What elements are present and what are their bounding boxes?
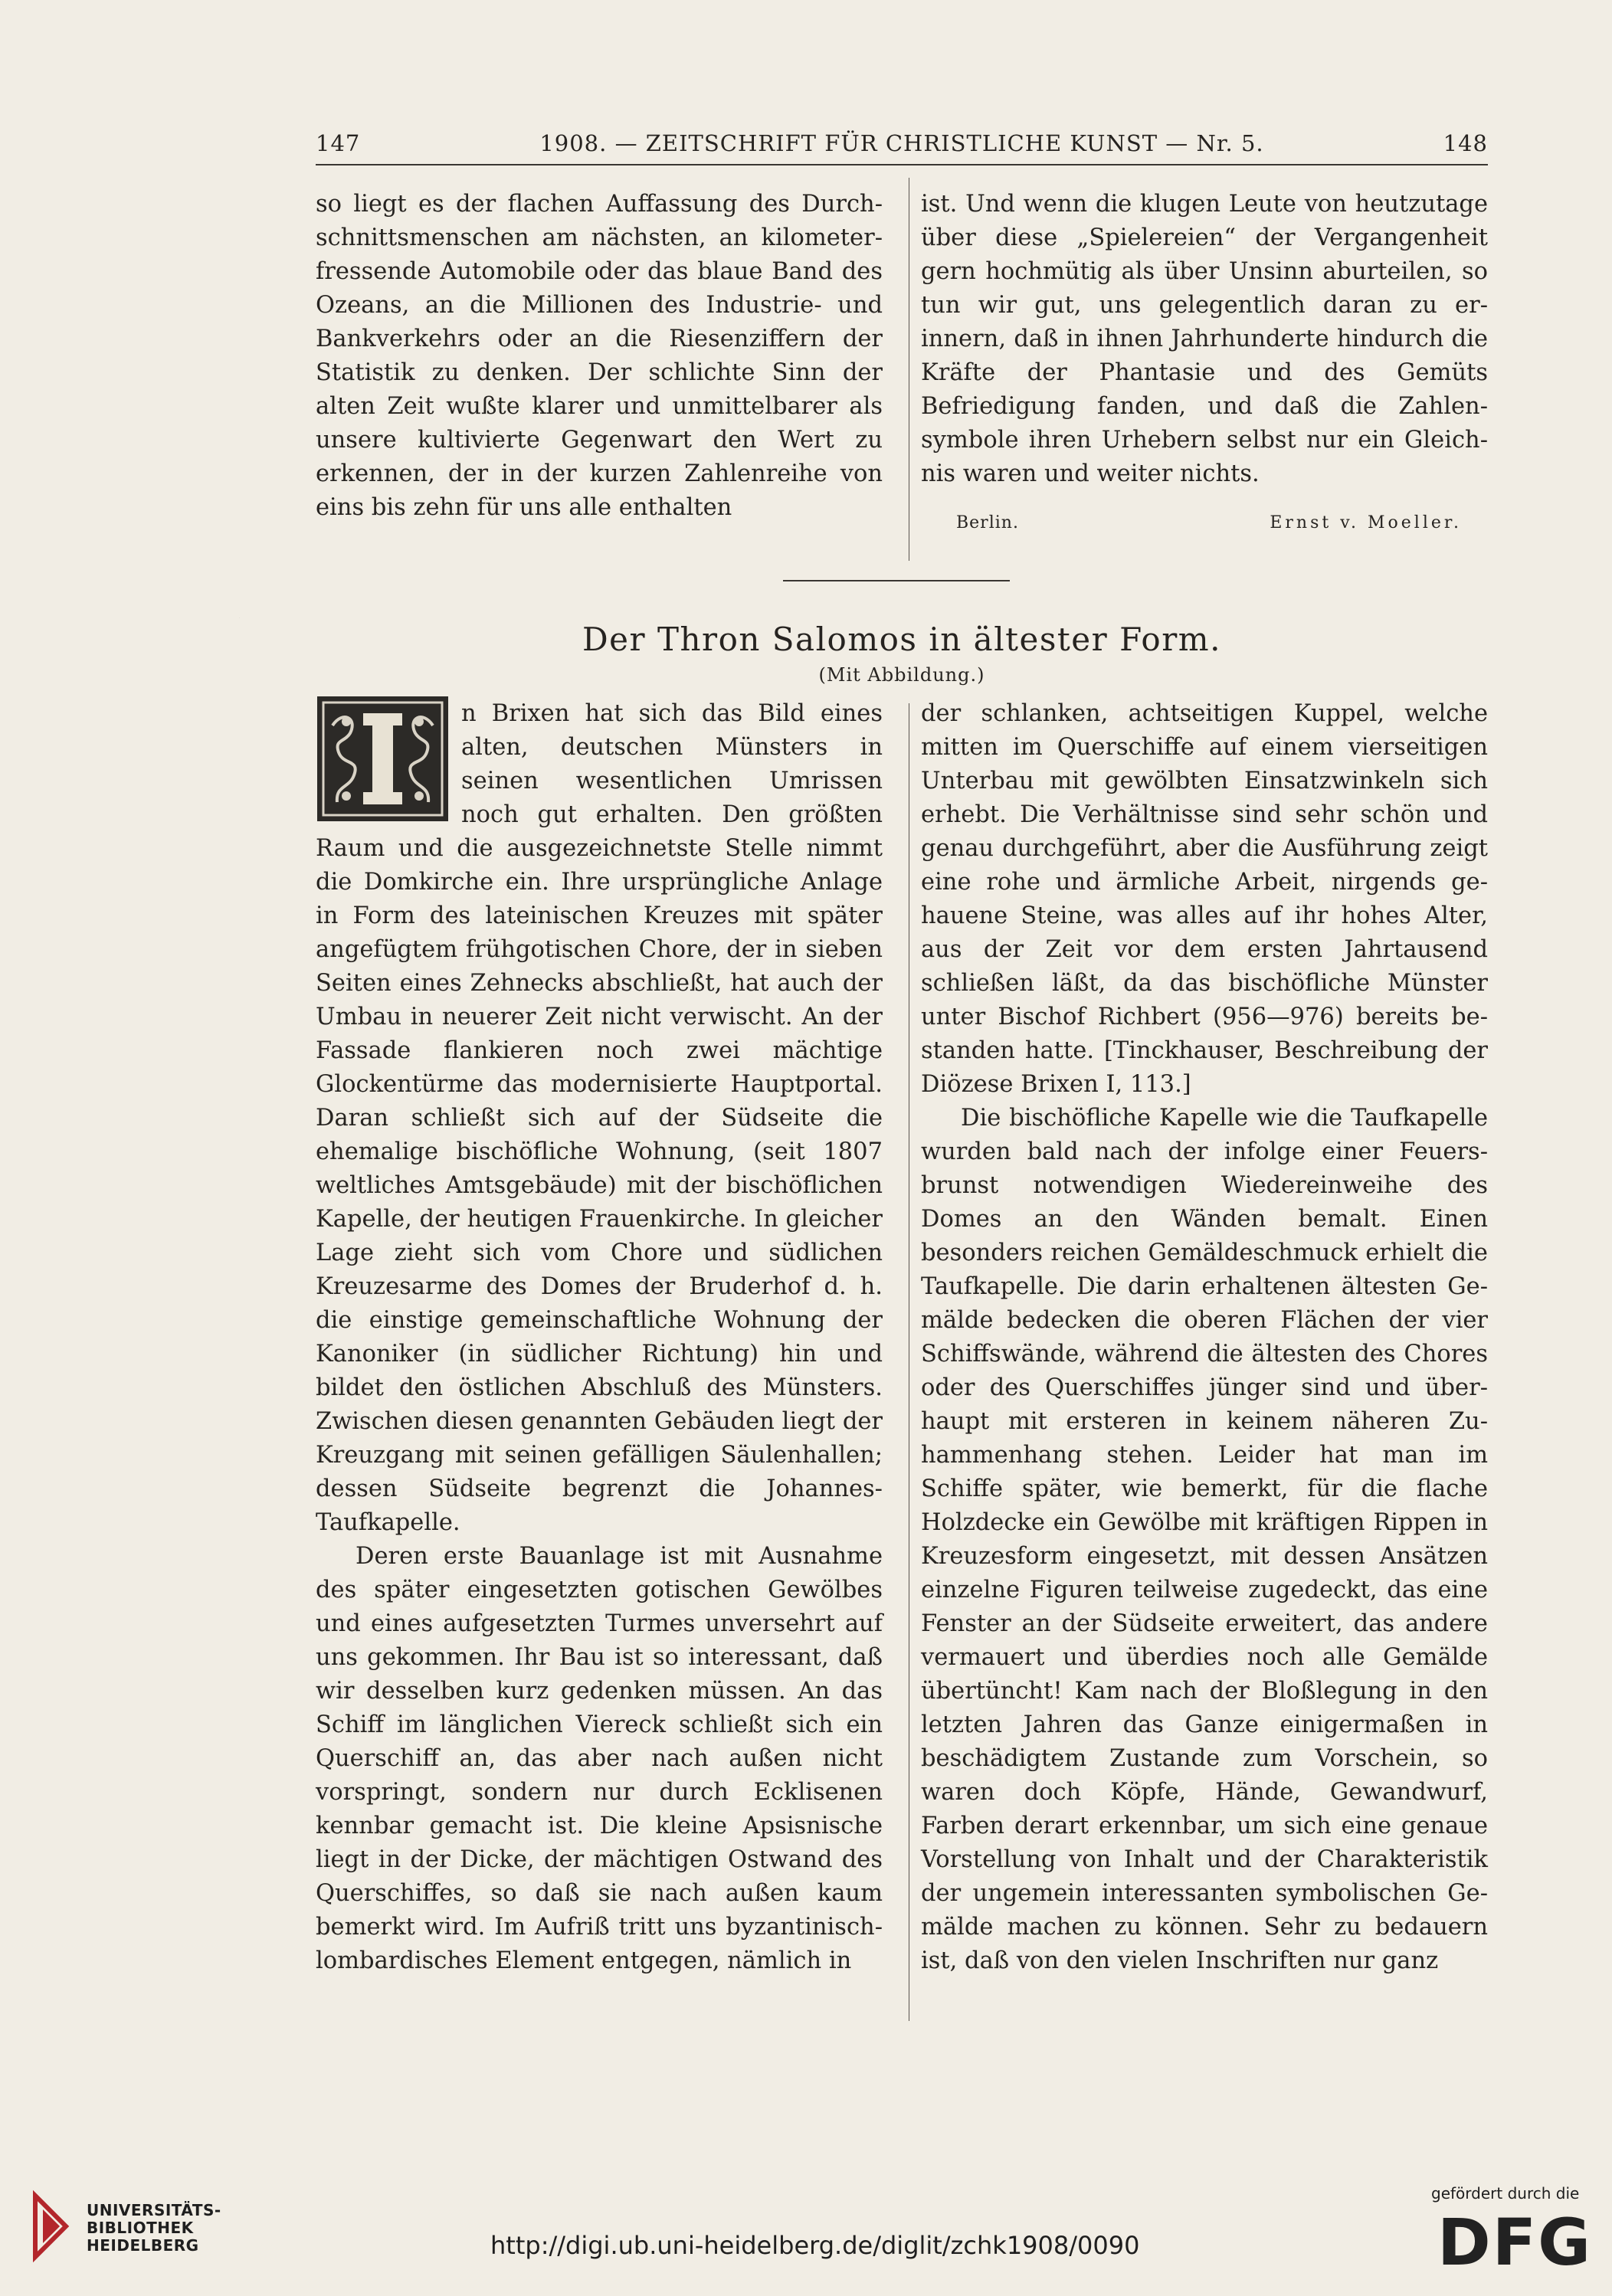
dropcap-spacer	[316, 697, 461, 832]
article-paragraph-3: der schlanken, achtseitigen Kuppel, welche mitten im Querschiffe auf einem vierseitigen Unterbau mit gewölbten Einsatzwinkeln sich erhebt. Die Verhältnisse sind sehr schön und genau durchgeführt, aber die Ausführung zeigt eine rohe und ärmliche Arbeit, nirgends gehauene Steine, was alles auf ihr hohes Alter, aus der Zeit vor dem ersten Jahrtausend schließen läßt, da das bischöfliche Münster unter Bischof Richbert (956—976) bereits bestanden hatte. [Tinckhauser, Beschreibung der Diözese Brixen I, 113.]	[921, 700, 1488, 1098]
institution-line-3: HEIDELBERG	[87, 2236, 199, 2255]
signature-author: Ernst v. Moeller.	[1270, 513, 1462, 532]
article-divider	[783, 580, 1010, 581]
journal-title: 1908. — ZEITSCHRIFT FÜR CHRISTLICHE KUNST — Nr. 5.	[539, 130, 1264, 156]
university-library-logo	[32, 2190, 72, 2266]
article-left-column	[316, 697, 883, 1978]
article-subtitle: (Mit Abbildung.)	[818, 664, 985, 686]
prev-article-right-column	[921, 188, 1488, 491]
permalink-url[interactable]: http://digi.ub.uni-heidelberg.de/diglit/zchk1908/0090	[490, 2231, 1140, 2260]
institution-line-2: BIBLIOTHEK	[87, 2219, 194, 2237]
article-paragraph-4: Die bischöfliche Kapelle wie die Taufkapelle wurden bald nach der infolge einer Feuersbrunst notwendigen Wiedereinweihe des Domes an den Wänden bemalt. Einen besonders reichen Gemäldeschmuck erhielt die Taufkapelle. Die darin erhaltenen ältesten Gemälde bedecken die oberen Flächen der vier Schiffswände, während die ältesten des Chores oder des Querschiffes jünger sind und überhaupt mit ersteren in keinem näheren Zuhammenhang stehen. Leider hat man im Schiffe später, wie bemerkt, für die flache Holzdecke ein Gewölbe mit kräftigen Rippen in Kreuzesform eingesetzt, mit dessen Ansätzen einzelne Figuren teilweise zugedeckt, das eine Fenster an der Südseite erweitert, das andere vermauert und überdies noch alle Gemälde übertüncht! Kam nach der Bloßlegung in den letzten Jahren das Ganze einigermaßen in beschädigtem Zustande zum Vorschein, so waren doch Köpfe, Hände, Gewandwurf, Farben derart erkennbar, um sich eine genaue Vorstellung von Inhalt und der Charakteristik der ungemein interessanten symbolischen Gemälde machen zu können. Sehr zu bedauern ist, daß von den vielen Inschriften nur ganz	[921, 1105, 1488, 1974]
prev-article-text-right: ist. Und wenn die klugen Leute von heutzutage über diese „Spielereien“ der Vergangenheit gern hochmütig als über Unsinn aburteilen, so tun wir gut, uns gelegentlich daran zu erinnern, daß in ihnen Jahrhunderte hindurch die Kräfte der Phantasie und des Gemüts Befriedigung fanden, und daß die Zahlensymbole ihren Urhebern selbst nur ein Gleichnis waren und weiter nichts.	[921, 191, 1488, 487]
prev-article-signature	[956, 507, 1462, 538]
article-right-column	[921, 697, 1488, 1978]
prev-article-text-left: so liegt es der flachen Auffassung des Durchschnittsmenschen am nächsten, an kilometerfressende Automobile oder das blaue Band des Ozeans, an die Millionen des Industrie- und Bankverkehrs oder an die Riesenziffern der Statistik zu denken. Der schlichte Sinn der alten Zeit wußte klarer und unmittelbarer als unsere kultivierte Gegenwart den Wert zu erkennen, der in der kurzen Zahlenreihe von eins bis zehn für uns alle enthalten	[316, 191, 883, 521]
article-paragraph-1-text: n Brixen hat sich das Bild eines alten, deutschen Münsters in seinen wesentlichen Umrissen noch gut erhalten. Den größten Raum und die ausgezeichnetste Stelle nimmt die Domkirche ein. Ihre ursprüngliche Anlage in Form des lateinischen Kreuzes mit später angefügtem frühgotischen Chore, der in sieben Seiten eines Zehnecks abschließt, hat auch der Umbau in neuerer Zeit nicht verwischt. An der Fassade flankieren noch zwei mächtige Glockentürme das modernisierte Hauptportal. Daran schließt sich auf der Südseite die ehemalige bischöfliche Wohnung, (seit 1807 weltliches Amtsgebäude) mit der bischöflichen Kapelle, der heutigen Frauenkirche. In gleicher Lage zieht sich vom Chore und südlichen Kreuzesarme des Domes der Bruderhof d. h. die einstige gemeinschaftliche Wohnung der Kanoniker (in südlicher Richtung) hin und bildet den östlichen Abschluß des Münsters. Zwischen diesen genannten Gebäuden liegt der Kreuzgang mit seinen gefälligen Säulenhallen; dessen Südseite begrenzt die Johannes-Taufkapelle.	[316, 700, 883, 1536]
article-paragraph-1	[316, 697, 883, 1540]
page-number-right: 148	[1443, 130, 1488, 156]
article-paragraph-2: Deren erste Bauanlage ist mit Ausnahme des später eingesetzten gotischen Gewölbes und eines aufgesetzten Turmes unversehrt auf uns gekommen. Ihr Bau ist so interessant, daß wir desselben kurz gedenken müssen. An das Schiff im länglichen Viereck schließt sich ein Querschiff an, das aber nach außen nicht vorspringt, sondern nur durch Ecklisenen kennbar gemacht ist. Die kleine Apsisnische liegt in der Dicke, der mächtigen Ostwand des Querschiffes, so daß sie nach außen kaum bemerkt wird. Im Aufriß tritt uns byzantinischlombardisches Element entgegen, nämlich in	[316, 1543, 883, 1974]
dropcap-letter: I	[239, 618, 240, 619]
sponsor-label: gefördert durch die	[1431, 2184, 1580, 2203]
dfg-logo: DFG	[1437, 2205, 1593, 2280]
prev-article-left-column	[316, 188, 883, 525]
running-header	[316, 126, 1488, 165]
article-title: Der Thron Salomos in ältester Form.	[582, 621, 1221, 658]
signature-city: Berlin.	[956, 513, 1019, 532]
institution-name	[87, 2202, 221, 2255]
institution-line-1: UNIVERSITÄTS-	[87, 2201, 221, 2219]
page-number-left: 147	[316, 130, 361, 156]
